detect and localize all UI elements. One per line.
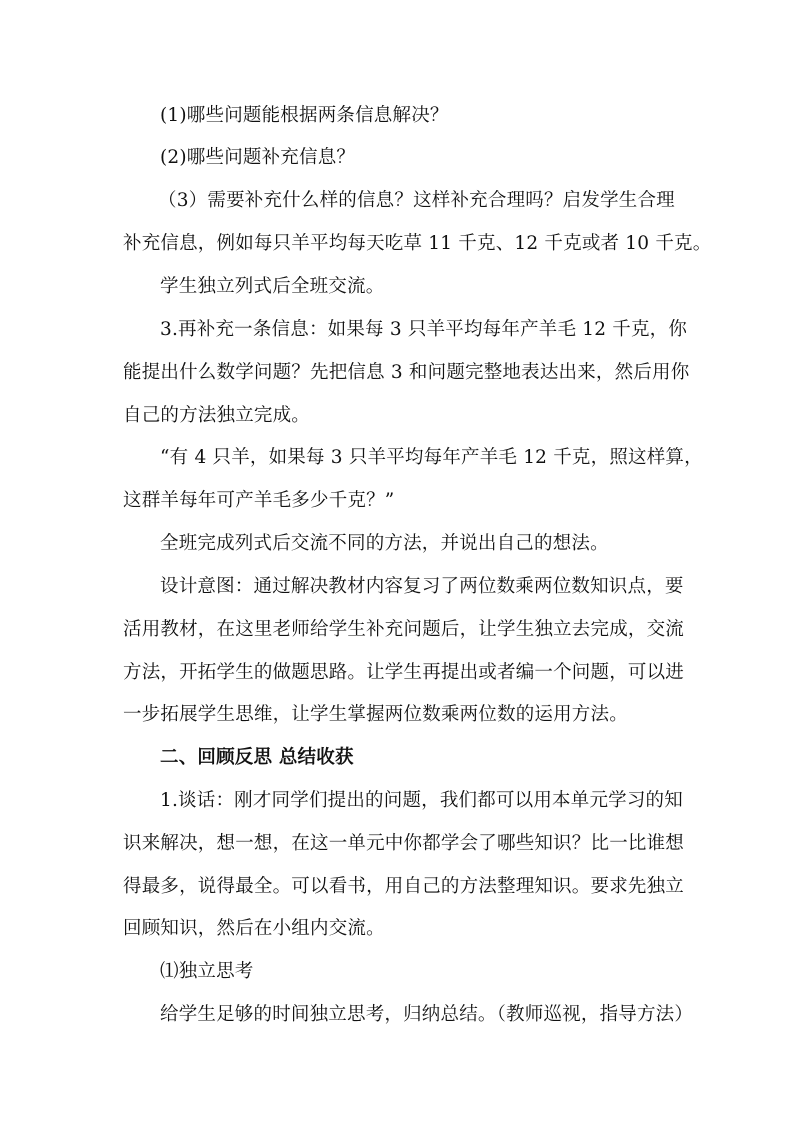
talk-line-2: 识来解决，想一想，在这一单元中你都学会了哪些知识？比一比谁想 xyxy=(123,833,685,854)
talk-line-3: 得最多，说得最全。可以看书，用自己的方法整理知识。要求先独立 xyxy=(123,876,685,897)
question-3-line-1: （3）需要补充什么样的信息？这样补充合理吗？启发学生合理 xyxy=(158,190,675,211)
question-3-line-2: 补充信息，例如每只羊平均每天吃草 11 千克、12 千克或者 10 千克。 xyxy=(123,233,712,254)
item-3-line-1: 3.再补充一条信息：如果每 3 只羊平均每年产羊毛 12 千克，你 xyxy=(160,319,688,340)
independent-thinking-text: 给学生足够的时间独立思考，归纳总结。（教师巡视，指导方法） xyxy=(160,1004,694,1025)
design-intent-line-2: 活用教材，在这里老师给学生补充问题后，让学生独立去完成，交流 xyxy=(123,619,685,640)
design-intent-line-3: 方法，开拓学生的做题思路。让学生再提出或者编一个问题，可以进 xyxy=(123,662,685,683)
question-2: (2)哪些问题补充信息？ xyxy=(160,147,356,168)
quoted-problem-line-2: 这群羊每年可产羊毛多少千克？” xyxy=(123,490,395,511)
item-3-line-3: 自己的方法独立完成。 xyxy=(123,405,311,426)
talk-line-4: 回顾知识，然后在小组内交流。 xyxy=(123,918,385,939)
quoted-problem-line-1: “有 4 只羊，如果每 3 只羊平均每年产羊毛 12 千克，照这样算， xyxy=(160,447,703,468)
design-intent-line-4: 一步拓展学生思维，让学生掌握两位数乘两位数的运用方法。 xyxy=(123,704,628,725)
class-method-note: 全班完成列式后交流不同的方法，并说出自己的想法。 xyxy=(160,533,609,554)
class-exchange-note: 学生独立列式后全班交流。 xyxy=(160,276,385,297)
design-intent-line-1: 设计意图：通过解决教材内容复习了两位数乘两位数知识点，要 xyxy=(160,576,684,597)
section-heading: 二、回顾反思 总结收获 xyxy=(160,747,354,768)
question-1: (1)哪些问题能根据两条信息解决？ xyxy=(160,105,449,126)
item-3-line-2: 能提出什么数学问题？先把信息 3 和问题完整地表达出来，然后用你 xyxy=(123,362,690,383)
independent-thinking-heading: ⑴独立思考 xyxy=(160,961,254,982)
talk-line-1: 1.谈话：刚才同学们提出的问题，我们都可以用本单元学习的知 xyxy=(160,790,683,811)
